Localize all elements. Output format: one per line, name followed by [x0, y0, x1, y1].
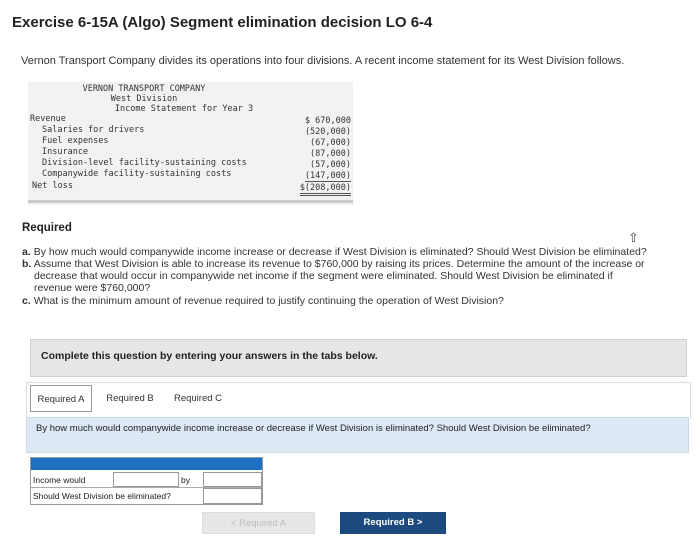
answer-table	[30, 457, 263, 505]
question-panel	[26, 417, 689, 453]
tab-required-b[interactable]: Required B	[99, 385, 161, 412]
statement-subtitle: Income Statement for Year 3	[114, 104, 254, 114]
income-would-label: Income would	[33, 475, 86, 485]
required-b	[22, 258, 694, 294]
required-b-line-1: Assume that West Division is able to increase its revenue to $760,000 by raising its prices. Determine the amount of the increase or	[33, 258, 645, 270]
by-label: by	[181, 475, 190, 485]
next-button[interactable]	[340, 512, 446, 534]
statement-bottom-rule	[28, 200, 353, 203]
required-c	[22, 295, 694, 307]
row-amount-division-costs: (57,000)	[310, 160, 351, 170]
row-amount-insurance: (87,000)	[310, 149, 351, 159]
income-statement	[28, 82, 353, 205]
chevron-left-icon: <	[230, 518, 237, 529]
required-c-text: What is the minimum amount of revenue required to justify continuing the operation of West Division?	[33, 295, 504, 307]
instructions-text: Complete this question by entering your answers in the tabs below.	[41, 350, 378, 362]
income-amount-input[interactable]	[203, 472, 262, 487]
row-label-net-loss: Net loss	[32, 181, 73, 191]
row-label-fuel: Fuel expenses	[42, 136, 109, 146]
statement-company: VERNON TRANSPORT COMPANY	[82, 84, 206, 94]
row-amount-fuel: (67,000)	[310, 138, 351, 148]
prev-button-label: Required A	[239, 518, 287, 529]
required-a-text: By how much would companywide income increase or decrease if West Division is eliminated? Should West Division be eliminated?	[33, 246, 647, 258]
row-amount-revenue: $ 670,000	[304, 116, 351, 126]
required-b-line-3: revenue were $760,000?	[34, 282, 151, 294]
prev-button[interactable]	[202, 512, 315, 534]
eliminate-question-label: Should West Division be eliminated?	[33, 491, 171, 501]
mouse-cursor-icon: ⇧	[628, 230, 639, 245]
statement-division: West Division	[110, 94, 178, 104]
page-title: Exercise 6-15A (Algo) Segment elimination decision LO 6-4	[12, 14, 433, 31]
required-a	[22, 246, 694, 258]
tab-required-a[interactable]: Required A	[30, 385, 92, 412]
row-label-companywide-costs: Companywide facility-sustaining costs	[42, 169, 232, 179]
required-heading: Required	[22, 222, 72, 234]
eliminate-answer-select[interactable]	[203, 488, 262, 504]
instructions-box	[30, 339, 687, 377]
panel-question-text: By how much would companywide income increase or decrease if West Division is eliminated? Should West Division be eliminated?	[36, 423, 591, 434]
letter-c: c.	[22, 295, 31, 307]
letter-b: b.	[22, 258, 32, 270]
row-amount-net-loss: $(208,000)	[300, 183, 351, 196]
row-label-revenue: Revenue	[30, 114, 66, 124]
row-label-division-costs: Division-level facility-sustaining costs	[42, 158, 247, 168]
intro-text: Vernon Transport Company divides its operations into four divisions. A recent income statement for its West Division follows.	[21, 55, 625, 67]
chevron-right-icon: >	[416, 517, 423, 528]
row-amount-salaries: (520,000)	[304, 127, 351, 137]
required-b-line-2: decrease that would occur in companywide net income if the segment were eliminated. Should West Division be eliminated if	[34, 270, 613, 282]
row-label-salaries: Salaries for drivers	[42, 125, 145, 135]
row-amount-companywide-costs: (147,000)	[304, 171, 351, 181]
income-direction-select[interactable]	[113, 472, 179, 487]
row-label-insurance: Insurance	[42, 147, 89, 157]
letter-a: a.	[22, 246, 31, 258]
tab-required-c[interactable]: Required C	[167, 385, 229, 412]
next-button-label: Required B	[363, 517, 415, 528]
answer-table-header	[31, 458, 262, 470]
